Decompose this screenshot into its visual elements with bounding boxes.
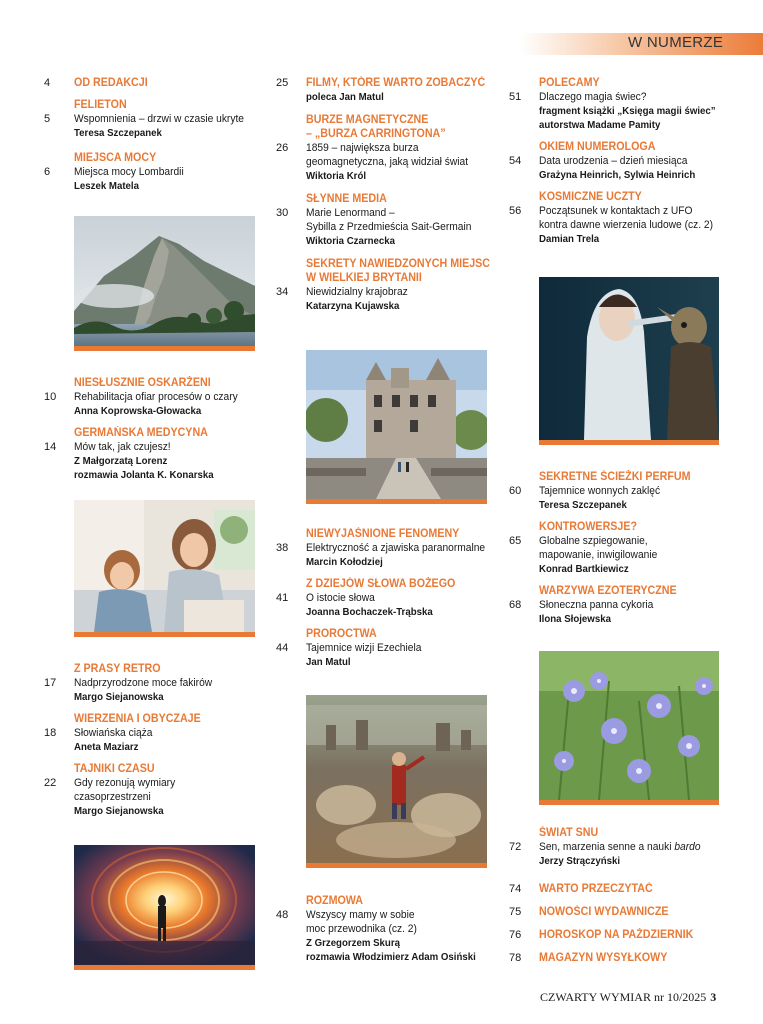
- toc-column-3-lower: [509, 470, 723, 626]
- lombardy-mountain-image: [74, 216, 255, 351]
- page-title: W NUMERZE: [628, 34, 724, 51]
- article-title: Globalne szpiegowanie,: [539, 535, 648, 547]
- section-title: NIEWYJAŚNIONE FENOMENY: [306, 528, 460, 540]
- toc-entry-felieton[interactable]: [44, 98, 258, 140]
- ufo-alien-image: [539, 277, 719, 445]
- article-title: Nadprzyrodzone moce fakirów: [74, 677, 213, 689]
- page-number: 14: [44, 441, 57, 453]
- article-author: Jan Matul: [306, 656, 351, 668]
- article-title: Wszyscy mamy w sobie: [306, 909, 415, 921]
- page-number: 72: [509, 841, 522, 853]
- section-title: ŚWIAT SNU: [539, 827, 599, 839]
- page-number: 76: [509, 929, 522, 941]
- section-title: POLECAMY: [539, 77, 600, 89]
- toc-entry-okiem[interactable]: [509, 140, 723, 182]
- page-number: 44: [276, 642, 289, 654]
- section-title: PROROCTWA: [306, 628, 377, 640]
- article-title: Miejsca mocy Lombardii: [74, 166, 184, 178]
- article-title: Wspomnienia – drzwi w czasie ukryte: [74, 113, 245, 125]
- toc-entry-proroctwa[interactable]: [276, 627, 490, 669]
- toc-entry-niesluszne[interactable]: [44, 376, 258, 418]
- section-title: GERMAŃSKA MEDYCYNA: [74, 427, 208, 439]
- section-title: SEKRETY NAWIEDZONYCH MIEJSC: [306, 258, 491, 270]
- article-title: [539, 840, 710, 854]
- toc-entry-horoskop[interactable]: [509, 928, 723, 942]
- article-title: Tajemnice wizji Ezechiela: [306, 642, 422, 654]
- page-footer: [540, 990, 716, 1005]
- page-number: 56: [509, 205, 522, 217]
- toc-entry-slynne[interactable]: [276, 192, 490, 248]
- toc-column-1-bottom: [44, 662, 258, 818]
- toc-entry-magazyn[interactable]: [509, 951, 723, 965]
- ezekiel-vision-painting: [306, 695, 487, 868]
- toc-entry-filmy[interactable]: [276, 76, 490, 104]
- article-title: Mów tak, jak czujesz!: [74, 441, 171, 453]
- article-author: Grażyna Heinrich, Sylwia Heinrich: [539, 169, 696, 181]
- toc-entry-warto[interactable]: [509, 882, 723, 896]
- article-title: Początsunek w kontaktach z UFO: [539, 205, 693, 217]
- article-author: Teresa Szczepanek: [539, 499, 627, 511]
- article-author: Damian Trela: [539, 233, 600, 245]
- toc-entry-kosmiczne[interactable]: [509, 190, 723, 246]
- magazine-issue: CZWARTY WYMIAR nr 10/2025: [540, 990, 707, 1004]
- article-author: Jerzy Strączyński: [539, 855, 621, 867]
- toc-column-2: [276, 76, 490, 313]
- page-number: 41: [276, 592, 289, 604]
- article-title: Gdy rezonują wymiary: [74, 777, 176, 789]
- toc-column-2-lower: [276, 527, 490, 669]
- article-title: Słoneczna panna cykoria: [539, 599, 654, 611]
- article-author: Aneta Maziarz: [74, 741, 139, 753]
- article-author: Wiktoria Czarnecka: [306, 235, 396, 247]
- toc-column-1-lower: [44, 376, 258, 482]
- section-title: SEKRETNE ŚCIEŻKI PERFUM: [539, 471, 691, 483]
- chicory-flowers-image: [539, 651, 719, 805]
- article-title: Słowiańska ciąża: [74, 727, 153, 739]
- page-number: 48: [276, 909, 289, 921]
- section-title: Z DZIEJÓW SŁOWA BOŻEGO: [306, 578, 456, 590]
- article-author: poleca Jan Matul: [306, 91, 384, 103]
- page-number: 74: [509, 883, 522, 895]
- page-number: 10: [44, 391, 57, 403]
- section-title: KOSMICZNE UCZTY: [539, 191, 642, 203]
- article-title: O istocie słowa: [306, 592, 375, 604]
- section-title: NIESŁUSZNIE OSKARŻENI: [74, 377, 211, 389]
- article-author: Z Grzegorzem Skurą: [306, 937, 400, 949]
- section-title: – „BURZA CARRINGTONA”: [306, 128, 446, 140]
- page-number: 17: [44, 677, 57, 689]
- article-author: Marcin Kołodziej: [306, 556, 383, 568]
- article-author: autorstwa Madame Pamity: [539, 119, 661, 131]
- toc-entry-germanska[interactable]: [44, 426, 258, 482]
- article-author: Ilona Słojewska: [539, 613, 611, 625]
- article-author: Katarzyna Kujawska: [306, 300, 400, 312]
- article-title: Rehabilitacja ofiar procesów o czary: [74, 391, 238, 403]
- toc-column-2-bottom: [276, 894, 490, 964]
- toc-entry-kontrowersje[interactable]: [509, 520, 723, 576]
- section-title: FELIETON: [74, 99, 127, 111]
- article-title: moc przewodnika (cz. 2): [306, 923, 417, 935]
- toc-entry-prasy-retro[interactable]: [44, 662, 258, 704]
- section-title: MAGAZYN WYSYŁKOWY: [539, 952, 668, 964]
- article-title: kontra dawne wierzenia ludowe (cz. 2): [539, 219, 713, 231]
- article-author: Wiktoria Król: [306, 170, 367, 182]
- mother-child-image: [74, 500, 255, 637]
- section-title: KONTROWERSJE?: [539, 521, 638, 533]
- toc-entry-perfum[interactable]: [509, 470, 723, 512]
- toc-entry-nowosci[interactable]: [509, 905, 723, 919]
- page-number: 22: [44, 777, 57, 789]
- toc-entry-od-redakcji[interactable]: [44, 76, 258, 90]
- article-author: Teresa Szczepanek: [74, 127, 162, 139]
- article-title: 1859 – największa burza: [306, 142, 419, 154]
- time-vortex-image: [74, 845, 255, 970]
- toc-entry-miejsca-mocy[interactable]: [44, 151, 258, 193]
- section-title: HOROSKOP NA PAŹDZIERNIK: [539, 929, 694, 941]
- toc-entry-burze[interactable]: [276, 113, 490, 183]
- section-title: NOWOŚCI WYDAWNICZE: [539, 906, 669, 918]
- toc-entry-niewyjasnione[interactable]: [276, 527, 490, 569]
- section-title: WIERZENIA I OBYCZAJE: [74, 713, 201, 725]
- article-title: Sybilla z Przedmieścia Sait-Germain: [306, 221, 472, 233]
- article-title-emphasis: bardo: [674, 841, 701, 853]
- section-title: BURZE MAGNETYCZNE: [306, 114, 429, 126]
- page-number: 18: [44, 727, 57, 739]
- toc-entry-warzywa[interactable]: [509, 584, 723, 626]
- page-number: 5: [44, 113, 51, 125]
- section-title: TAJNIKI CZASU: [74, 763, 155, 775]
- article-title-text: Sen, marzenia senne a nauki: [539, 841, 675, 853]
- section-title: WARTO PRZECZYTAĆ: [539, 883, 653, 895]
- article-author: fragment książki „Księga magii świec”: [539, 105, 716, 117]
- article-title: mapowanie, inwigilowanie: [539, 549, 658, 561]
- page-number-footer: 3: [710, 990, 717, 1004]
- section-title: W WIELKIEJ BRYTANII: [306, 272, 422, 284]
- article-title: geomagnetyczna, jaką widział świat: [306, 156, 469, 168]
- page-number: 51: [509, 91, 522, 103]
- page-number: 30: [276, 207, 289, 219]
- section-title: WARZYWA EZOTERYCZNE: [539, 585, 677, 597]
- article-author: Konrad Bartkiewicz: [539, 563, 629, 575]
- page-number: 4: [44, 77, 51, 89]
- toc-entry-sekrety[interactable]: [276, 257, 490, 313]
- article-title: Dlaczego magia świec?: [539, 91, 647, 103]
- section-title: SŁYNNE MEDIA: [306, 193, 387, 205]
- toc-entry-polecamy[interactable]: [509, 76, 723, 132]
- page-number: 60: [509, 485, 522, 497]
- toc-column-3-bottom: [509, 826, 723, 965]
- toc-entry-tajniki[interactable]: [44, 762, 258, 818]
- page-number: 68: [509, 599, 522, 611]
- article-title: Niewidzialny krajobraz: [306, 286, 408, 298]
- toc-column-1: [44, 76, 258, 193]
- article-title: Elektryczność a zjawiska paranormalne: [306, 542, 486, 554]
- article-author: rozmawia Włodzimierz Adam Osiński: [306, 951, 476, 963]
- article-title: czasoprzestrzeni: [74, 791, 151, 803]
- article-author: Margo Siejanowska: [74, 805, 164, 817]
- page-number: 65: [509, 535, 522, 547]
- section-title: Z PRASY RETRO: [74, 663, 161, 675]
- article-title: Tajemnice wonnych zaklęć: [539, 485, 661, 497]
- article-author: rozmawia Jolanta K. Konarska: [74, 469, 214, 481]
- article-author: Leszek Matela: [74, 180, 139, 192]
- toc-column-3: [509, 76, 723, 246]
- toc-entry-swiat-snu[interactable]: [509, 826, 723, 868]
- toc-entry-dziejow[interactable]: [276, 577, 490, 619]
- page-number: 75: [509, 906, 522, 918]
- page-number: 25: [276, 77, 289, 89]
- page-number: 26: [276, 142, 289, 154]
- section-title: OKIEM NUMEROLOGA: [539, 141, 656, 153]
- article-title: Marie Lenormand –: [306, 207, 395, 219]
- toc-entry-rozmowa[interactable]: [276, 894, 490, 964]
- page-number: 54: [509, 155, 522, 167]
- article-author: Margo Siejanowska: [74, 691, 164, 703]
- section-title: FILMY, KTÓRE WARTO ZOBACZYĆ: [306, 77, 486, 89]
- haunted-castle-image: [306, 350, 487, 504]
- toc-entry-wierzenia[interactable]: [44, 712, 258, 754]
- article-author: Joanna Bochaczek-Trąbska: [306, 606, 433, 618]
- page-number: 34: [276, 286, 289, 298]
- article-author: Z Małgorzatą Lorenz: [74, 455, 168, 467]
- section-title: OD REDAKCJI: [74, 77, 148, 89]
- section-title: MIEJSCA MOCY: [74, 152, 157, 164]
- page-number: 38: [276, 542, 289, 554]
- article-author: Anna Koprowska-Głowacka: [74, 405, 202, 417]
- article-title: Data urodzenia – dzień miesiąca: [539, 155, 688, 167]
- page-number: 6: [44, 166, 51, 178]
- section-title: ROZMOWA: [306, 895, 364, 907]
- page-number: 78: [509, 952, 522, 964]
